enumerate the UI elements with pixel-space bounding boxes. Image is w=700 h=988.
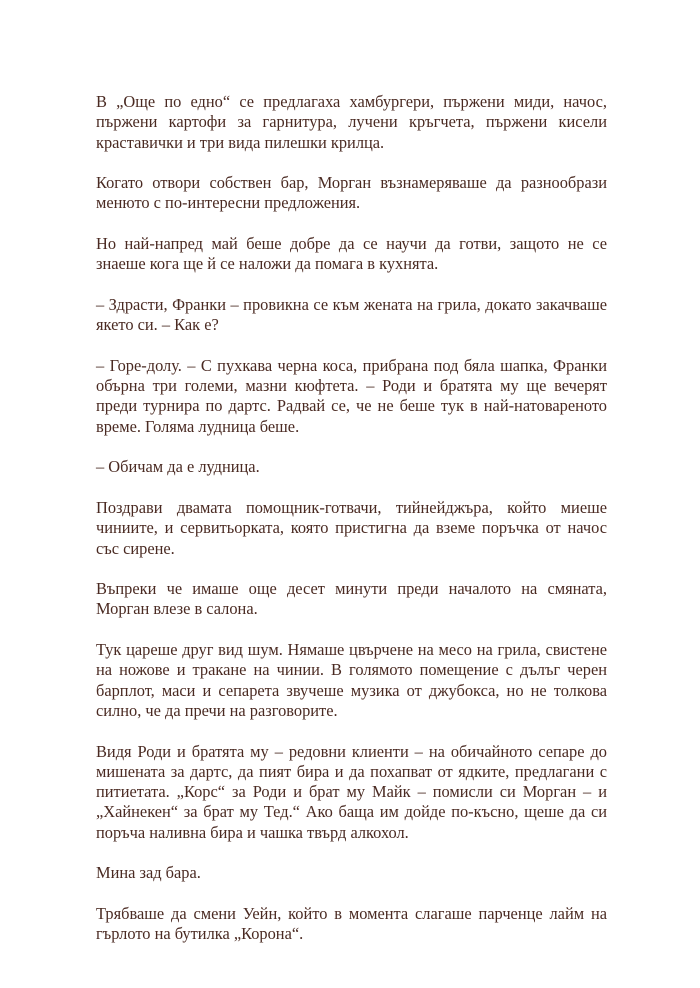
paragraph-8: Въпреки че имаше още десет минути преди началото на смяната, Морган влезе в салона. [96, 579, 607, 619]
paragraph-1: В „Още по едно“ се предлагаха хамбургери, пържени миди, начос, пържени картофи за гарнитура, лучени кръгчета, пържени кисели краставички и три вида пилешки крилца. [96, 92, 607, 152]
paragraph-6: – Обичам да е лудница. [96, 457, 260, 477]
paragraph-11: Мина зад бара. [96, 863, 201, 883]
paragraph-10: Видя Роди и братята му – редовни клиенти – на обичайното сепаре до мишената за дартс, да пият бира и да похапват от ядките, предлагани с питиетата. „Корс“ за Роди и брат му Майк – помисли си Морган – и „Хайнекен“ за брат му Тед.“ Ако баща им дойде по-късно, щеше да си поръча наливна бира и чашка твърд алкохол. [96, 741, 607, 842]
paragraph-5: – Горе-долу. – С пухкава черна коса, прибрана под бяла шапка, Франки обърна три големи, мазни кюфтета. – Роди и братята му ще вечерят преди турнира по дартс. Радвай се, че не беше тук в най-натовареното време. Голяма лудница беше. [96, 355, 607, 436]
paragraph-7: Поздрави двамата помощник-готвачи, тийнейджъра, който миеше чиниите, и сервитьорката, която пристигна да вземе поръчка от начос със сирене. [96, 497, 607, 558]
paragraph-9: Тук цареше друг вид шум. Нямаше цвърчене на месо на грила, свистене на ножове и тракане на чинии. В голямото помещение с дълъг черен барплот, маси и сепарета звучеше музика от джубокса, но не толкова силно, че да пречи на разговорите. [96, 640, 607, 720]
paragraph-4: – Здрасти, Франки – провикна се към жената на грила, докато закачваше якето си. – Как е? [96, 294, 607, 335]
paragraph-12: Трябваше да смени Уейн, който в момента слагаше парченце лайм на гърлото на бутилка „Корона“. [96, 903, 607, 944]
body-text [96, 92, 607, 944]
paragraph-3: Но най-напред май беше добре да се научи да готви, защото не се знаеше кога ще й се наложи да помага в кухнята. [96, 234, 607, 274]
paragraph-2: Когато отвори собствен бар, Морган възнамеряваше да разнообрази менюто с по-интересни предложения. [96, 173, 607, 213]
